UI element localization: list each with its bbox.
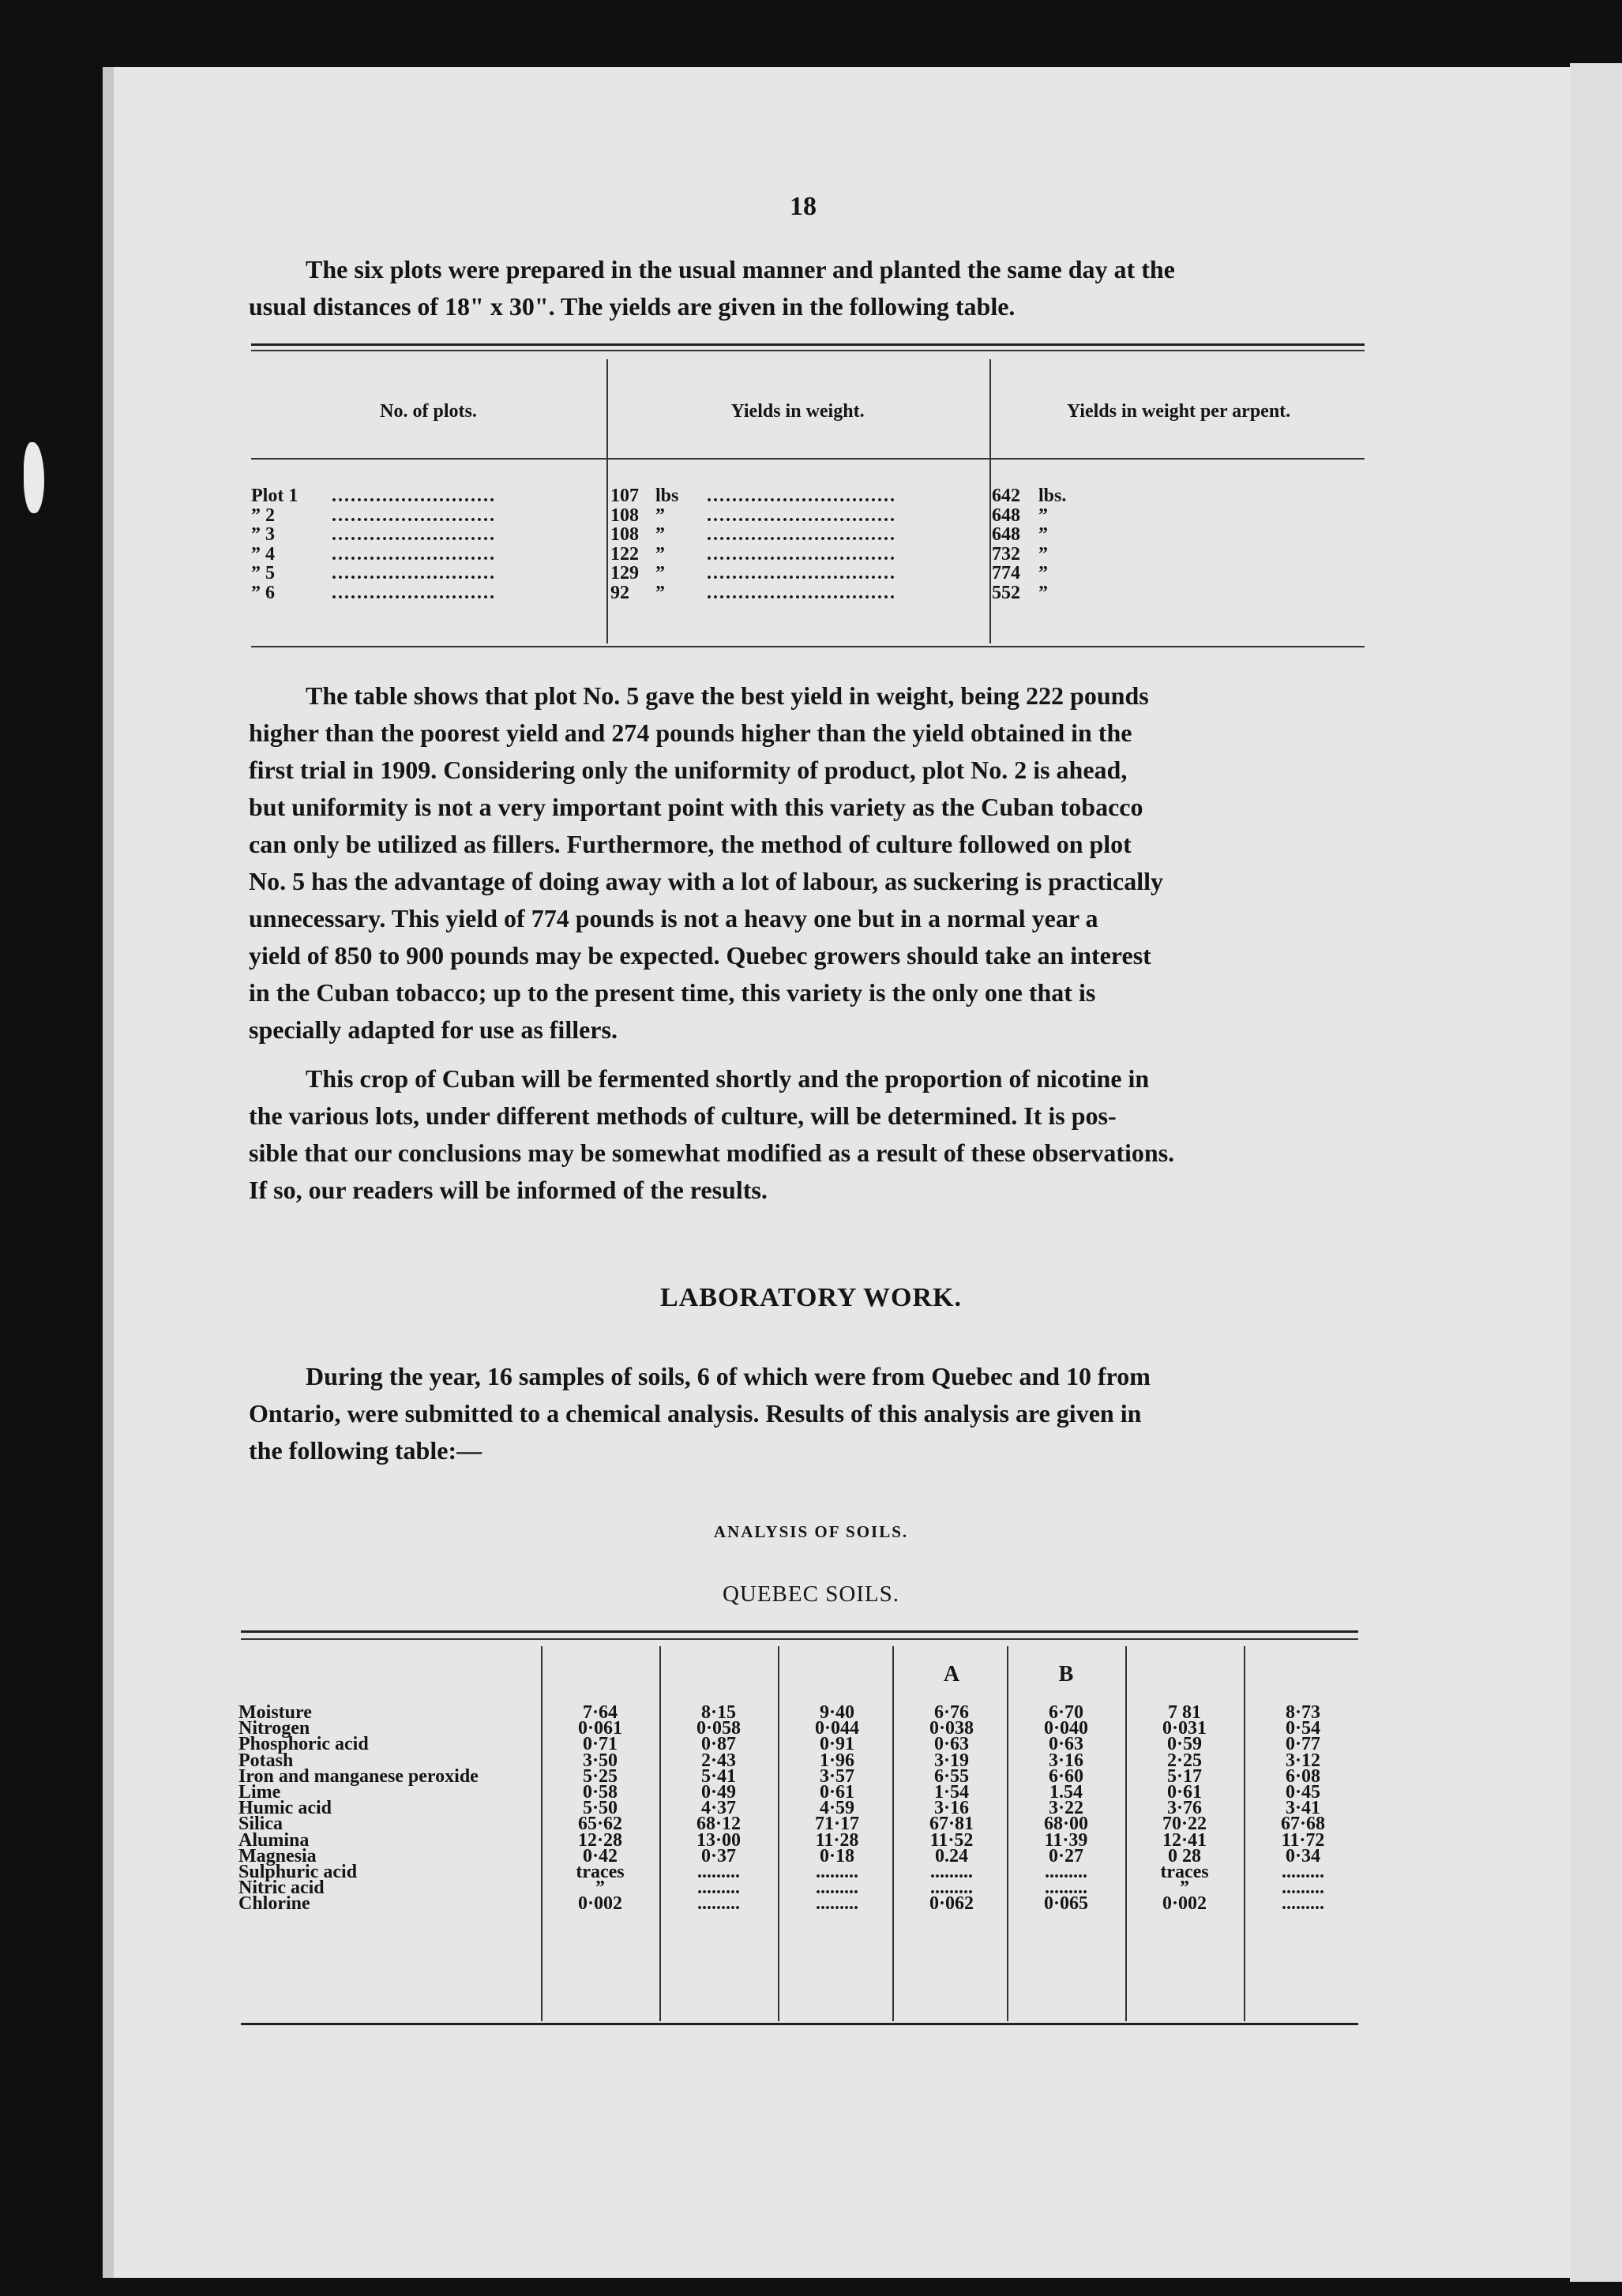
soil-value: 3·41 xyxy=(1285,1798,1320,1819)
leader-dots: .......................... xyxy=(332,505,496,526)
page-edge xyxy=(103,67,114,2278)
yield-value: 92 xyxy=(610,582,629,603)
column-head: B xyxy=(1058,1662,1074,1686)
soil-value: 0·18 xyxy=(819,1845,854,1866)
soil-value: 0·61 xyxy=(1166,1782,1202,1803)
soil-value: 68·00 xyxy=(1043,1814,1088,1835)
soil-value: 65·62 xyxy=(577,1814,622,1835)
discussion-paragraph xyxy=(249,677,1370,1049)
soil-value: 6·60 xyxy=(1048,1765,1083,1787)
soil-table-bottom-rule xyxy=(241,2023,1358,2025)
text-line: unnecessary. This yield of 774 pounds is not a heavy one but in a normal year a xyxy=(249,904,1098,932)
adjacent-page-edge xyxy=(1570,63,1622,2282)
soil-value: 3·76 xyxy=(1166,1798,1202,1819)
column-divider xyxy=(1244,1646,1245,2021)
soil-value: ” xyxy=(595,1878,605,1899)
soil-value: ......... xyxy=(697,1878,740,1899)
soil-value: 3·16 xyxy=(933,1798,969,1819)
soil-value: 0·062 xyxy=(929,1893,974,1915)
table-top-rule xyxy=(251,350,1365,351)
analysis-caption: ANALYSIS OF SOILS. xyxy=(713,1522,909,1541)
leader-dots: .............................. xyxy=(707,564,896,583)
soil-value: 0·002 xyxy=(577,1893,622,1915)
soil-value: 12·41 xyxy=(1162,1829,1207,1851)
soil-value: 6·55 xyxy=(933,1765,969,1787)
header-rule xyxy=(251,458,1365,460)
soil-value: 4·59 xyxy=(819,1798,854,1819)
soil-value: 70·22 xyxy=(1162,1814,1207,1835)
leader-dots: .......................... xyxy=(332,486,496,506)
soil-value: 6·70 xyxy=(1048,1702,1083,1723)
soil-value: ......... xyxy=(1045,1862,1087,1882)
yield-unit: ” xyxy=(655,582,665,603)
column-header-yield-per-arpent: Yields in weight per arpent. xyxy=(1066,401,1291,422)
soil-row-label: Chlorine xyxy=(238,1893,310,1915)
soil-value: 0·61 xyxy=(819,1782,854,1803)
soil-row-label: Humic acid xyxy=(238,1798,332,1819)
column-divider xyxy=(1125,1646,1127,2021)
soil-value: 2·43 xyxy=(700,1750,736,1771)
soil-value: 11·72 xyxy=(1281,1829,1325,1851)
soil-row-label: Lime xyxy=(238,1782,281,1803)
soil-value: 1·54 xyxy=(933,1782,969,1803)
soil-value: 11·39 xyxy=(1044,1829,1088,1851)
soil-value: 0·54 xyxy=(1285,1718,1320,1739)
column-divider xyxy=(778,1646,779,2021)
yield-unit: ” xyxy=(655,524,665,545)
soil-value: 0·63 xyxy=(933,1734,969,1755)
yield-unit: ” xyxy=(655,505,665,526)
soil-value: 8·15 xyxy=(700,1702,736,1723)
soil-value: 0·044 xyxy=(814,1718,859,1739)
soil-value: ” xyxy=(1180,1878,1189,1899)
per-arpent-unit: ” xyxy=(1038,543,1048,565)
text-line: The six plots were prepared in the usual manner and planted the same day at the xyxy=(306,255,1175,283)
text-line: the various lots, under different methods of culture, will be determined. It is pos- xyxy=(249,1101,1117,1130)
soil-row-label: Silica xyxy=(238,1814,283,1835)
text-line: the following table:— xyxy=(249,1436,482,1465)
soil-value: ......... xyxy=(697,1893,740,1915)
per-arpent-value: 732 xyxy=(992,543,1020,565)
soil-value: 0·061 xyxy=(577,1718,622,1739)
soil-value: 7·64 xyxy=(582,1702,618,1723)
plot-label: Plot 1 xyxy=(251,486,298,506)
leader-dots: .......................... xyxy=(332,583,496,603)
text-line: If so, our readers will be informed of the results. xyxy=(249,1176,768,1204)
page-number: 18 xyxy=(790,192,817,221)
plot-label: ” 3 xyxy=(251,524,275,545)
text-line: in the Cuban tobacco; up to the present time, this variety is the only one that is xyxy=(249,978,1096,1007)
soil-value: 5·17 xyxy=(1166,1765,1202,1787)
plot-label: ” 5 xyxy=(251,563,275,583)
text-line: sible that our conclusions may be somewhat modified as a result of these observations. xyxy=(249,1139,1175,1167)
soil-value: traces xyxy=(1160,1862,1209,1882)
yield-value: 129 xyxy=(610,563,639,583)
soil-value: 0·002 xyxy=(1162,1893,1207,1915)
soil-value: 0·038 xyxy=(929,1718,974,1739)
fermentation-paragraph xyxy=(249,1060,1370,1209)
text-line: but uniformity is not a very important point with this variety as the Cuban tobacco xyxy=(249,793,1143,821)
text-line: This crop of Cuban will be fermented shortly and the proportion of nicotine in xyxy=(306,1064,1150,1093)
per-arpent-value: 642 xyxy=(992,486,1020,506)
soil-value: 0·27 xyxy=(1048,1845,1083,1866)
soil-value: 5·25 xyxy=(582,1765,618,1787)
plot-label: ” 6 xyxy=(251,582,275,603)
per-arpent-value: 648 xyxy=(992,505,1020,526)
soil-value: 0·71 xyxy=(582,1734,618,1755)
soil-value: 0·49 xyxy=(700,1782,736,1803)
leader-dots: .............................. xyxy=(707,544,896,565)
soil-value: 0·87 xyxy=(700,1734,736,1755)
leader-dots: .............................. xyxy=(707,486,896,506)
column-header-yield: Yields in weight. xyxy=(730,401,865,422)
text-line: Ontario, were submitted to a chemical analysis. Results of this analysis are given in xyxy=(249,1399,1142,1427)
soil-value: 0·91 xyxy=(819,1734,854,1755)
soil-table-top-rule xyxy=(241,1630,1358,1633)
soil-row-label: Potash xyxy=(238,1750,294,1771)
soil-table-top-rule xyxy=(241,1638,1358,1640)
soil-value: 2·25 xyxy=(1166,1750,1202,1771)
per-arpent-unit: ” xyxy=(1038,505,1048,526)
soil-value: ......... xyxy=(930,1862,973,1882)
soil-value: traces xyxy=(576,1862,625,1882)
soil-value: 5·50 xyxy=(582,1798,618,1819)
yield-value: 108 xyxy=(610,505,639,526)
soil-value: 0·065 xyxy=(1043,1893,1088,1915)
soil-value: 4·37 xyxy=(700,1798,736,1819)
text-line: During the year, 16 samples of soils, 6 of which were from Quebec and 10 from xyxy=(306,1362,1151,1390)
soil-value: 3·19 xyxy=(933,1750,969,1771)
yield-value: 107 xyxy=(610,486,639,506)
table-top-rule xyxy=(251,343,1365,346)
soil-value: 11·52 xyxy=(929,1829,974,1851)
soil-value: 0·42 xyxy=(582,1845,618,1866)
soil-value: ......... xyxy=(816,1862,858,1882)
soil-value: 9·40 xyxy=(819,1702,854,1723)
column-divider xyxy=(892,1646,894,2021)
soil-value: 3·12 xyxy=(1285,1750,1320,1771)
soil-row-label: Magnesia xyxy=(238,1845,317,1866)
soil-value: 0·58 xyxy=(582,1782,618,1803)
soil-value: 0·058 xyxy=(696,1718,741,1739)
leader-dots: .............................. xyxy=(707,583,896,603)
leader-dots: .......................... xyxy=(332,525,496,545)
soil-value: 0 28 xyxy=(1168,1845,1201,1866)
soil-value: 0·040 xyxy=(1043,1718,1088,1739)
text-line: The table shows that plot No. 5 gave the best yield in weight, being 222 pounds xyxy=(306,681,1149,710)
leader-dots: .............................. xyxy=(707,525,896,545)
soil-value: 6·76 xyxy=(933,1702,969,1723)
intro-paragraph xyxy=(249,251,1370,325)
soil-value: 0·031 xyxy=(1162,1718,1207,1739)
soil-value: 67·81 xyxy=(929,1814,974,1835)
soil-value: 0·34 xyxy=(1285,1845,1320,1866)
table-bottom-rule xyxy=(251,646,1365,647)
soil-row-label: Iron and manganese peroxide xyxy=(238,1765,479,1787)
soil-row-label: Nitric acid xyxy=(238,1878,325,1899)
soil-value: ......... xyxy=(816,1878,858,1899)
yield-unit: ” xyxy=(655,543,665,565)
soil-value: 0.24 xyxy=(935,1845,968,1866)
column-divider xyxy=(1007,1646,1008,2021)
soil-value: 0·63 xyxy=(1048,1734,1083,1755)
soil-value: ......... xyxy=(816,1893,858,1915)
soil-value: 3·16 xyxy=(1048,1750,1083,1771)
soil-value: ......... xyxy=(1282,1878,1324,1899)
laboratory-paragraph xyxy=(249,1358,1370,1469)
scan-speck xyxy=(24,442,44,513)
column-divider xyxy=(659,1646,661,2021)
soil-value: 3·57 xyxy=(819,1765,854,1787)
text-line: specially adapted for use as fillers. xyxy=(249,1015,618,1044)
leader-dots: .............................. xyxy=(707,505,896,526)
per-arpent-unit: ” xyxy=(1038,563,1048,583)
soil-value: 68·12 xyxy=(696,1814,741,1835)
soil-value: 0·37 xyxy=(700,1845,736,1866)
per-arpent-value: 774 xyxy=(992,563,1020,583)
column-divider xyxy=(541,1646,543,2021)
text-line: can only be utilized as fillers. Furthermore, the method of culture followed on plot xyxy=(249,830,1132,858)
soil-value: 0·59 xyxy=(1166,1734,1202,1755)
soil-value: 5·41 xyxy=(700,1765,736,1787)
yield-unit: lbs xyxy=(655,486,679,506)
per-arpent-unit: ” xyxy=(1038,524,1048,545)
soil-value: 3·50 xyxy=(582,1750,618,1771)
soil-value: 7 81 xyxy=(1168,1702,1201,1723)
yield-value: 108 xyxy=(610,524,639,545)
soil-row-label: Alumina xyxy=(238,1829,310,1851)
soil-value: ......... xyxy=(697,1862,740,1882)
soil-value: 71·17 xyxy=(814,1814,859,1835)
per-arpent-value: 552 xyxy=(992,582,1020,603)
soil-value: 6·08 xyxy=(1285,1765,1320,1787)
soil-value: 13·00 xyxy=(696,1829,741,1851)
soil-row-label: Sulphuric acid xyxy=(238,1862,358,1882)
soil-row-label: Phosphoric acid xyxy=(238,1734,369,1755)
text-line: yield of 850 to 900 pounds may be expected. Quebec growers should take an interest xyxy=(249,941,1151,970)
soil-value: 1·96 xyxy=(819,1750,854,1771)
section-heading: LABORATORY WORK. xyxy=(660,1283,962,1312)
soil-value: ......... xyxy=(1282,1893,1324,1915)
soil-value: 8·73 xyxy=(1285,1702,1320,1723)
soil-value: 1.54 xyxy=(1049,1782,1083,1803)
plot-label: ” 4 xyxy=(251,543,275,565)
text-line: No. 5 has the advantage of doing away with a lot of labour, as suckering is practically xyxy=(249,867,1163,895)
soil-value: 11·28 xyxy=(815,1829,859,1851)
leader-dots: .......................... xyxy=(332,564,496,583)
yield-unit: ” xyxy=(655,563,665,583)
text-line: first trial in 1909. Considering only the uniformity of product, plot No. 2 is ahead, xyxy=(249,756,1128,784)
soil-value: 3·22 xyxy=(1048,1798,1083,1819)
leader-dots: .......................... xyxy=(332,544,496,565)
soil-row-label: Moisture xyxy=(238,1702,312,1723)
soil-value: ......... xyxy=(1282,1862,1324,1882)
soil-value: 12·28 xyxy=(577,1829,622,1851)
quebec-caption: QUEBEC SOILS. xyxy=(722,1581,900,1607)
text-line: higher than the poorest yield and 274 pounds higher than the yield obtained in the xyxy=(249,718,1132,747)
per-arpent-value: 648 xyxy=(992,524,1020,545)
soil-value: ......... xyxy=(1045,1878,1087,1899)
soil-value: 67·68 xyxy=(1280,1814,1325,1835)
per-arpent-unit: lbs. xyxy=(1038,486,1067,506)
soil-value: ......... xyxy=(930,1878,973,1899)
soil-row-label: Nitrogen xyxy=(238,1718,310,1739)
yield-value: 122 xyxy=(610,543,639,565)
soil-value: 0·45 xyxy=(1285,1782,1320,1803)
per-arpent-unit: ” xyxy=(1038,582,1048,603)
column-head: A xyxy=(943,1662,960,1686)
column-header-plots: No. of plots. xyxy=(380,401,477,422)
text-line: usual distances of 18" x 30". The yields are given in the following table. xyxy=(249,292,1016,321)
soil-value: 0·77 xyxy=(1285,1734,1320,1755)
plot-label: ” 2 xyxy=(251,505,275,526)
